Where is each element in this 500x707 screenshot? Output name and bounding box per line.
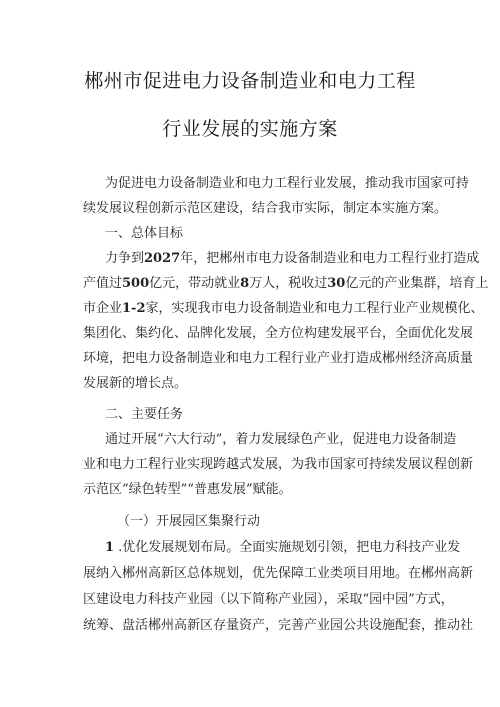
section-1-line-3	[83, 301, 484, 317]
section-1-line-2	[83, 276, 489, 292]
text-run: 产值过	[83, 276, 123, 291]
tax-value: 30	[327, 276, 346, 291]
year-value: 2027	[144, 251, 181, 266]
document-title-line-2: 行业发展的实施方案	[162, 118, 338, 140]
text-run: 年，把郴州市电力设备制造业和电力工程行业打造成	[180, 251, 480, 266]
item-1-line-4: 统筹、盘活郴州高新区存量资产，完善产业园公共设施配套，推动社	[83, 618, 474, 633]
text-run: 亿元的产业集群，培育上	[345, 276, 489, 291]
section-1-heading: 一、总体目标	[105, 226, 184, 241]
item-1-line-1	[105, 540, 461, 556]
listed-companies-value: 1-2	[122, 301, 146, 316]
intro-line-2: 续发展议程创新示范区建设，结合我市实际，制定本实施方案。	[83, 201, 448, 216]
employment-value: 8	[240, 276, 250, 291]
text-run: .优化发展规划布局。全面实施规划引领，把电力科技产业发	[114, 540, 461, 555]
text-run: 力争到	[105, 251, 145, 266]
section-2-line-3: 示范区“绿色转型”“普惠发展”赋能。	[83, 482, 292, 497]
section-1-line-4: 集团化、集约化、品牌化发展，全方位构建发展平台，全面优化发展	[83, 326, 474, 341]
section-1-line-5: 环境，把电力设备制造业和电力工程行业产业打造成郴州经济高质量	[83, 351, 474, 366]
text-run: 亿元，带动就业	[149, 276, 241, 291]
text-run: 市企业	[83, 301, 123, 316]
item-1-line-2: 展纳入郴州高新区总体规划，优先保障工业类项目用地。在郴州高新	[83, 566, 474, 581]
text-run: 万人，税收过	[249, 276, 328, 291]
item-1-line-3: 区建设电力科技产业园（以下简称产业园），采取“园中园”方式，	[83, 592, 454, 607]
section-2-line-2: 业和电力工程行业实现跨越式发展，为我市国家可持续发展议程创新	[83, 457, 474, 472]
intro-line-1: 为促进电力设备制造业和电力工程行业发展，推动我市国家可持	[105, 176, 470, 191]
output-value: 500	[122, 276, 150, 291]
subsection-1-heading: （一）开展园区集聚行动	[117, 514, 261, 529]
text-run: 家，实现我市电力设备制造业和电力工程行业产业规模化、	[145, 301, 484, 316]
section-2-line-1: 通过开展“六大行动”，着力发展绿色产业，促进电力设备制造	[105, 432, 457, 447]
section-1-line-1	[105, 251, 480, 267]
item-number: 1	[105, 540, 115, 555]
document-title-line-1: 郴州市促进电力设备制造业和电力工程	[84, 70, 416, 92]
section-1-line-6: 发展新的增长点。	[83, 376, 188, 391]
section-2-heading: 二、主要任务	[105, 407, 184, 422]
